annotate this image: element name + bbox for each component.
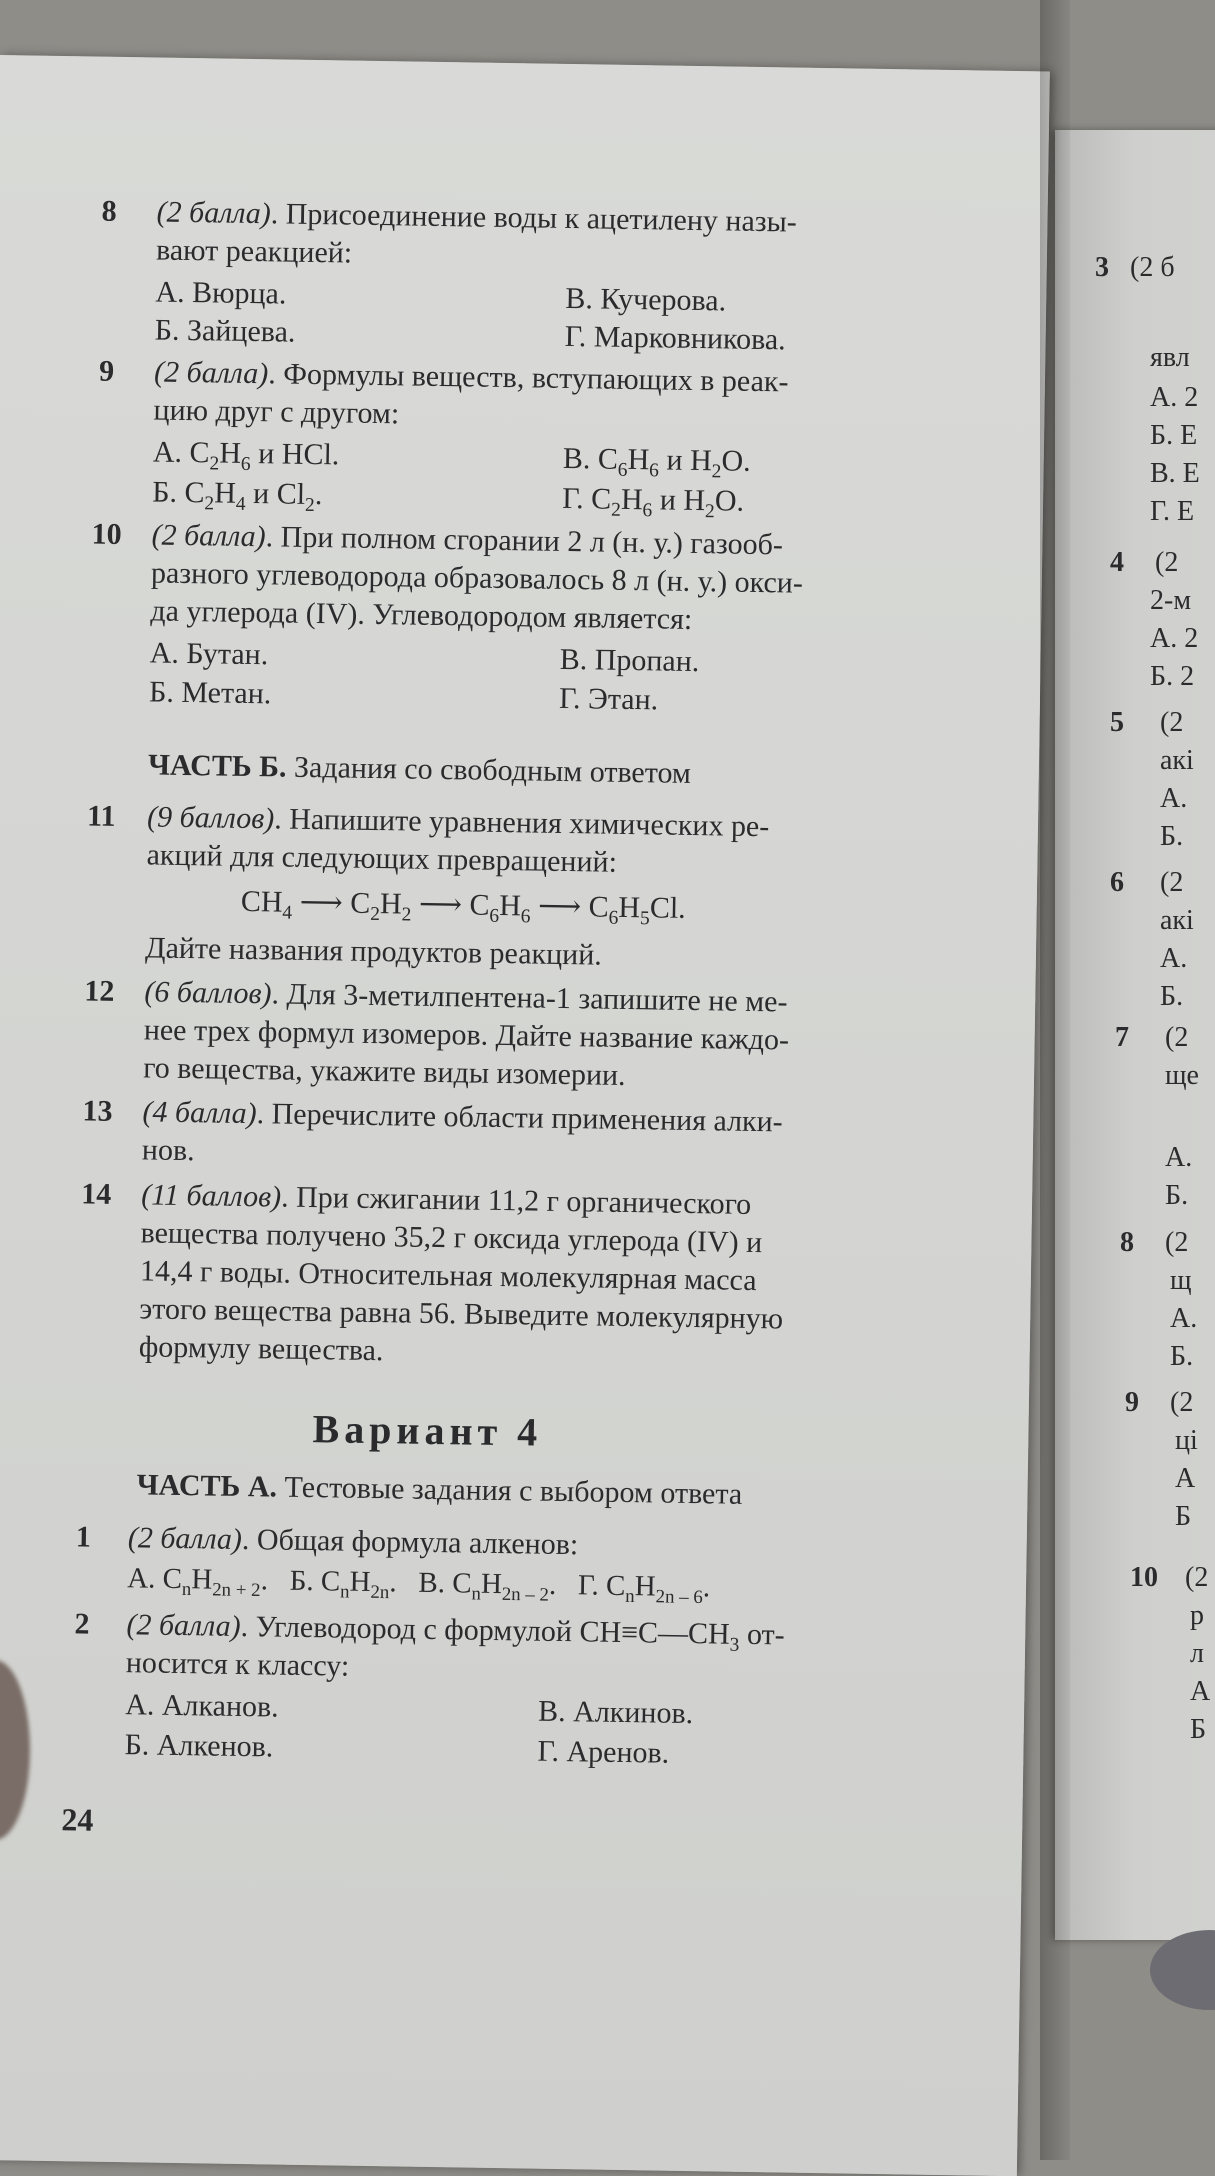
answer-option: А. 2 <box>1150 623 1199 654</box>
question-number: 2 <box>74 1607 90 1641</box>
question-text: (2 балла). При полном сгорании 2 л (н. у.) газооб- <box>151 518 784 562</box>
answer-option: Г. $C_2H_6$ и $H_2O$. <box>561 481 745 523</box>
answer-option: А. <box>1165 1142 1193 1173</box>
question-text: го вещества, укажите виды изомерии. <box>142 1051 626 1092</box>
question-text: нов. <box>141 1133 195 1168</box>
answer-option: Б. Метан. <box>148 675 272 711</box>
question-text: (11 баллов). При сжигании 11,2 г органического <box>140 1178 752 1221</box>
answer-option: Б <box>1190 1714 1207 1745</box>
question-text: ще <box>1165 1060 1199 1091</box>
question-text: (2 <box>1170 1387 1194 1418</box>
question-text: (2 <box>1165 1227 1189 1258</box>
question-number: 8 <box>101 194 117 228</box>
question-number: 9 <box>98 354 115 388</box>
question-text: акі <box>1160 905 1194 936</box>
question-text: явл <box>1150 342 1190 373</box>
question-text: Дайте названия продуктов реакций. <box>144 931 603 972</box>
question-text: (2 <box>1155 547 1179 578</box>
question-text: акций для следующих превращений: <box>146 838 618 879</box>
answer-option: А. 2 <box>1150 382 1199 413</box>
question-text: (9 баллов). Напишите уравнения химических ре- <box>146 800 770 844</box>
question-number: 5 <box>1110 707 1124 738</box>
question-text: (2 балла). Присоединение воды к ацетилену назы- <box>156 195 798 239</box>
question-text: формулу вещества. <box>138 1330 384 1368</box>
question-number: 10 <box>1130 1562 1158 1593</box>
answer-option: А <box>1175 1463 1196 1494</box>
question-number: 13 <box>82 1094 113 1128</box>
answer-option: Г. Этан. <box>558 681 659 717</box>
question-text: (2 балла). Общая формула алкенов: <box>127 1521 579 1562</box>
question-number: 1 <box>75 1520 92 1554</box>
question-text: цию друг с другом: <box>153 393 400 431</box>
answer-option: А. <box>1170 1303 1198 1334</box>
question-text: (2 <box>1160 867 1184 898</box>
answer-option: Б. $C_2H_4$ и $Cl_2$. <box>152 475 323 517</box>
question-number: 9 <box>1125 1387 1139 1418</box>
answer-option: А. Алканов. <box>124 1688 279 1724</box>
question-text: 14,4 г воды. Относительная молекулярная масса <box>139 1254 757 1298</box>
question-text: ці <box>1175 1425 1198 1456</box>
answer-option: В. Алкинов. <box>537 1694 694 1731</box>
question-text: акі <box>1160 745 1194 776</box>
answer-option: В. $C_6H_6$ и $H_2O$. <box>562 441 751 483</box>
question-text: носится к классу: <box>125 1646 350 1683</box>
answer-option: А. $C_2H_6$ и HCl. <box>152 435 340 475</box>
question-text: разного углеводорода образовалось 8 л (н. у.) окси- <box>150 556 804 600</box>
question-text: (2 <box>1160 707 1184 738</box>
answer-option: В. Пропан. <box>559 642 700 679</box>
answer-option: Б. <box>1165 1180 1189 1211</box>
question-text: р <box>1190 1600 1204 1631</box>
section-heading: ЧАСТЬ А. Тестовые задания с выбором ответа <box>136 1468 743 1511</box>
answer-option: В. Е <box>1150 458 1200 489</box>
answer-option: Б. <box>1160 981 1184 1012</box>
page-number: 24 <box>61 1801 94 1838</box>
question-number: 7 <box>1115 1022 1129 1053</box>
book-binding <box>1040 0 1070 2160</box>
answer-option: А. <box>1160 943 1188 974</box>
answer-option: Г. Марковникова. <box>564 319 786 357</box>
question-text: да углерода (IV). Углеводородом является: <box>150 594 693 636</box>
answer-option: Г. Е <box>1150 496 1195 527</box>
question-text: (2 <box>1185 1562 1209 1593</box>
question-text: (4 балла). Перечислите области применения алки- <box>142 1095 783 1139</box>
question-text: щ <box>1170 1265 1192 1296</box>
question-number: 3 <box>1095 252 1109 283</box>
question-text: (6 баллов). Для 3-метилпентена-1 запишите не ме- <box>144 975 788 1019</box>
question-number: 6 <box>1110 867 1124 898</box>
question-number: 10 <box>91 517 122 551</box>
question-text: л <box>1190 1638 1204 1669</box>
answer-options: А. $C_nH_{2n + 2}$. Б. $C_nH_{2n}$. В. $C_nH_{2n - 2}$. Г. $C_nH_{2n - 6}$. <box>126 1562 711 1609</box>
answer-option: Б <box>1175 1501 1192 1532</box>
answer-option: А. Бутан. <box>149 636 269 672</box>
answer-option: Б. 2 <box>1150 661 1195 692</box>
section-heading: ЧАСТЬ Б. Задания со свободным ответом <box>147 748 692 790</box>
answer-option: Б. Алкенов. <box>124 1728 274 1764</box>
question-text: этого вещества равна 56. Выведите молекулярную <box>139 1292 784 1336</box>
question-text: вают реакцией: <box>155 233 353 270</box>
question-text: (2 б <box>1130 252 1175 283</box>
answer-option: А. <box>1160 783 1188 814</box>
question-text: (2 <box>1165 1022 1189 1053</box>
background-object <box>1150 1930 1215 2010</box>
answer-option: В. Кучерова. <box>565 281 727 318</box>
variant-title: Вариант 4 <box>312 1406 543 1455</box>
question-number: 8 <box>1120 1227 1134 1258</box>
question-text: нее трех формул изомеров. Дайте название каждо- <box>143 1013 790 1057</box>
question-number: 14 <box>80 1177 112 1211</box>
question-text: 2-м <box>1150 585 1192 616</box>
answer-option: Б. Е <box>1150 420 1198 451</box>
answer-option: А <box>1190 1676 1211 1707</box>
question-text: вещества получено 35,2 г оксида углерода (IV) и <box>140 1216 763 1260</box>
answer-option: Б. <box>1170 1341 1194 1372</box>
reaction-chain: $CH_4$ ⟶ $C_2H_2$ ⟶ $C_6H_6$ ⟶ $C_6H_5Cl$. <box>240 884 686 930</box>
question-number: 12 <box>84 974 115 1008</box>
answer-option: Б. Зайцева. <box>154 313 296 349</box>
question-number: 4 <box>1110 547 1124 578</box>
answer-option: Г. Аренов. <box>537 1734 670 1770</box>
question-text: (2 балла). Формулы веществ, вступающих в реак- <box>153 355 789 399</box>
question-text: (2 балла). Углеводород с формулой $CH\equiv C—CH_3$ от- <box>126 1608 785 1656</box>
answer-option: Б. <box>1160 821 1184 852</box>
answer-option: А. Вюрца. <box>155 275 287 311</box>
question-number: 11 <box>86 799 116 833</box>
